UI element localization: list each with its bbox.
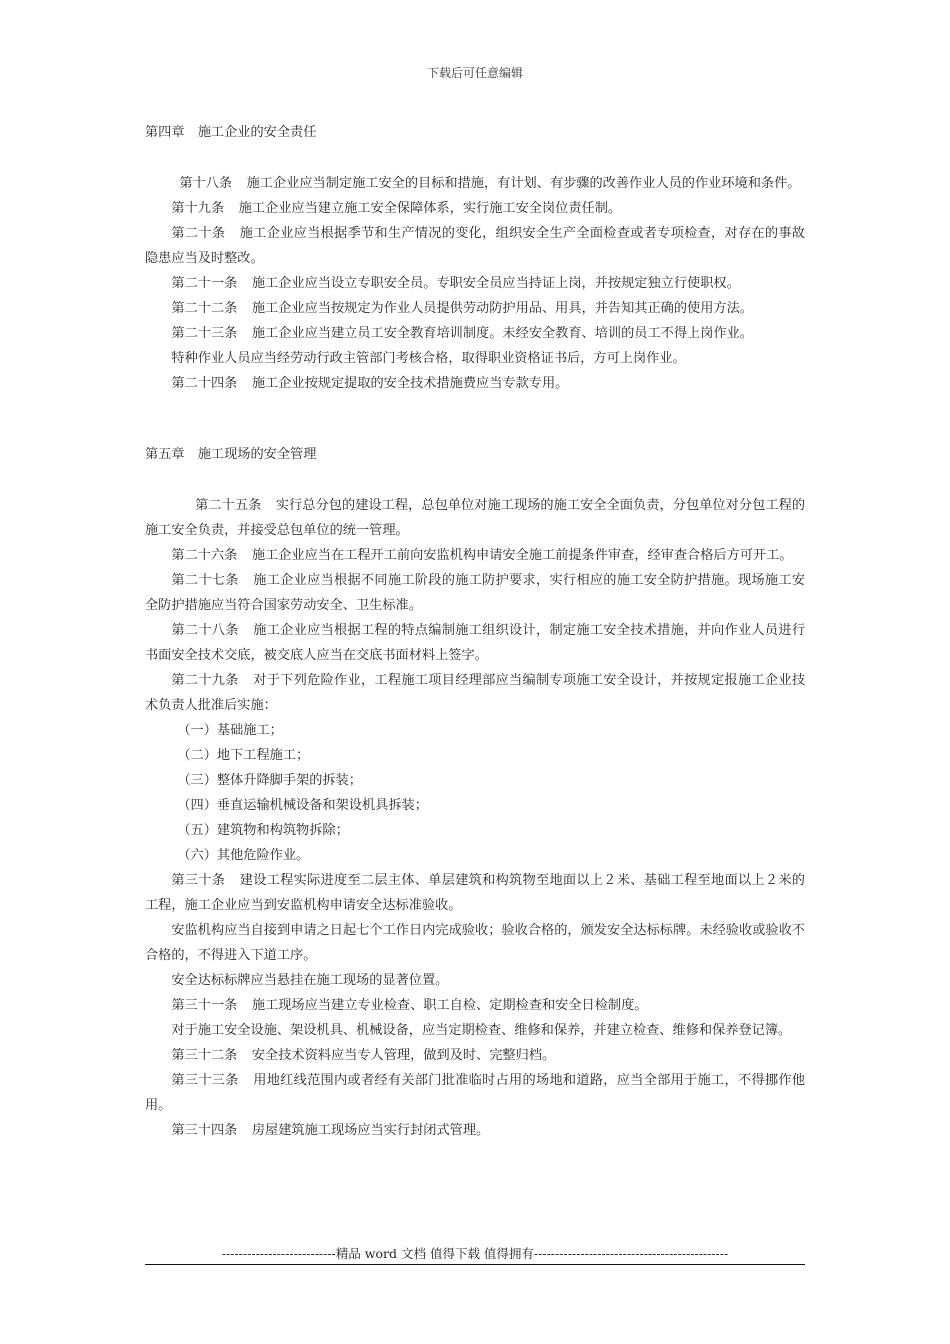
article-19: 第十九条 施工企业应当建立施工安全保障体系，实行施工安全岗位责任制。 — [171, 201, 622, 216]
list-item: （五）建筑物和构筑物拆除； — [177, 823, 349, 838]
article-29: 第二十九条 对于下列危险作业，工程施工项目经理部应当编制专项施工安全设计，并按规定报施工企业技术负责人批准后实施： — [145, 673, 806, 713]
article-24: 第二十四条 施工企业按规定提取的安全技术措施费应当专款专用。 — [171, 376, 569, 391]
list-item: （四）垂直运输机械设备和架设机具拆装； — [177, 798, 428, 813]
article-30-para-2: 安全达标标牌应当悬挂在施工现场的显著位置。 — [171, 973, 449, 988]
article-28: 第二十八条 施工企业应当根据工程的特点编制施工组织设计，制定施工安全技术措施，并向作业人员进行书面安全技术交底，被交底人应当在交底书面材料上签字。 — [145, 623, 806, 663]
article-21: 第二十一条 施工企业应当设立专职安全员。专职安全员应当持证上岗，并按规定独立行使职权。 — [171, 276, 740, 291]
article-31: 第三十一条 施工现场应当建立专业检查、职工自检、定期检查和安全日检制度。 — [171, 998, 648, 1013]
list-item: （六）其他危险作业。 — [177, 848, 310, 863]
article-26: 第二十六条 施工企业应当在工程开工前向安监机构申请安全施工前提条件审查，经审查合格后方可开工。 — [171, 548, 793, 563]
article-25: 第二十五条 实行总分包的建设工程，总包单位对施工现场的施工安全全面负责，分包单位对分包工程的施工安全负责，并接受总包单位的统一管理。 — [145, 498, 806, 538]
article-20: 第二十条 施工企业应当根据季节和生产情况的变化，组织安全生产全面检查或者专项检查，对存在的事故隐患应当及时整改。 — [145, 226, 805, 266]
page-header: 下载后可任意编辑 — [426, 66, 523, 80]
chapter-5-title: 第五章 施工现场的安全管理 — [145, 447, 317, 462]
list-item: （三）整体升降脚手架的拆装； — [177, 773, 362, 788]
article-23-para: 特种作业人员应当经劳动行政主管部门考核合格，取得职业资格证书后，方可上岗作业。 — [171, 351, 686, 366]
list-item: （二）地下工程施工； — [177, 748, 310, 763]
article-22: 第二十二条 施工企业应当按规定为作业人员提供劳动防护用品、用具，并告知其正确的使用方法。 — [171, 301, 753, 316]
page-footer: ---------------------------精品 word 文档 值得下载 值得拥有---------------------------------------------- — [145, 1244, 805, 1265]
chapter-4-title: 第四章 施工企业的安全责任 — [145, 125, 317, 140]
article-30-para-1: 安监机构应当自接到申请之日起七个工作日内完成验收；验收合格的，颁发安全达标标牌。未经验收或验收不合格的，不得进入下道工序。 — [145, 923, 805, 963]
article-34: 第三十四条 房屋建筑施工现场应当实行封闭式管理。 — [171, 1123, 490, 1138]
article-23: 第二十三条 施工企业应当建立员工安全教育培训制度。未经安全教育、培训的员工不得上岗作业。 — [171, 326, 753, 341]
article-30: 第三十条 建设工程实际进度至二层主体、单层建筑和构筑物至地面以上２米、基础工程至地面以上２米的工程，施工企业应当到安监机构申请安全达标准验收。 — [145, 873, 805, 913]
article-18: 第十八条 施工企业应当制定施工安全的目标和措施，有计划、有步骤的改善作业人员的作业环境和条件。 — [179, 176, 801, 191]
article-31-para: 对于施工安全设施、架设机具、机械设备，应当定期检查、维修和保养，并建立检查、维修和保养登记簿。 — [171, 1023, 792, 1038]
article-33: 第三十三条 用地红线范围内或者经有关部门批准临时占用的场地和道路，应当全部用于施工，不得挪作他用。 — [145, 1073, 806, 1113]
document-body — [145, 120, 805, 1143]
article-27: 第二十七条 施工企业应当根据不同施工阶段的施工防护要求，实行相应的施工安全防护措施。现场施工安全防护措施应当符合国家劳动安全、卫生标准。 — [145, 573, 806, 613]
list-item: （一）基础施工； — [177, 723, 283, 738]
article-32: 第三十二条 安全技术资料应当专人管理，做到及时、完整归档。 — [171, 1048, 556, 1063]
